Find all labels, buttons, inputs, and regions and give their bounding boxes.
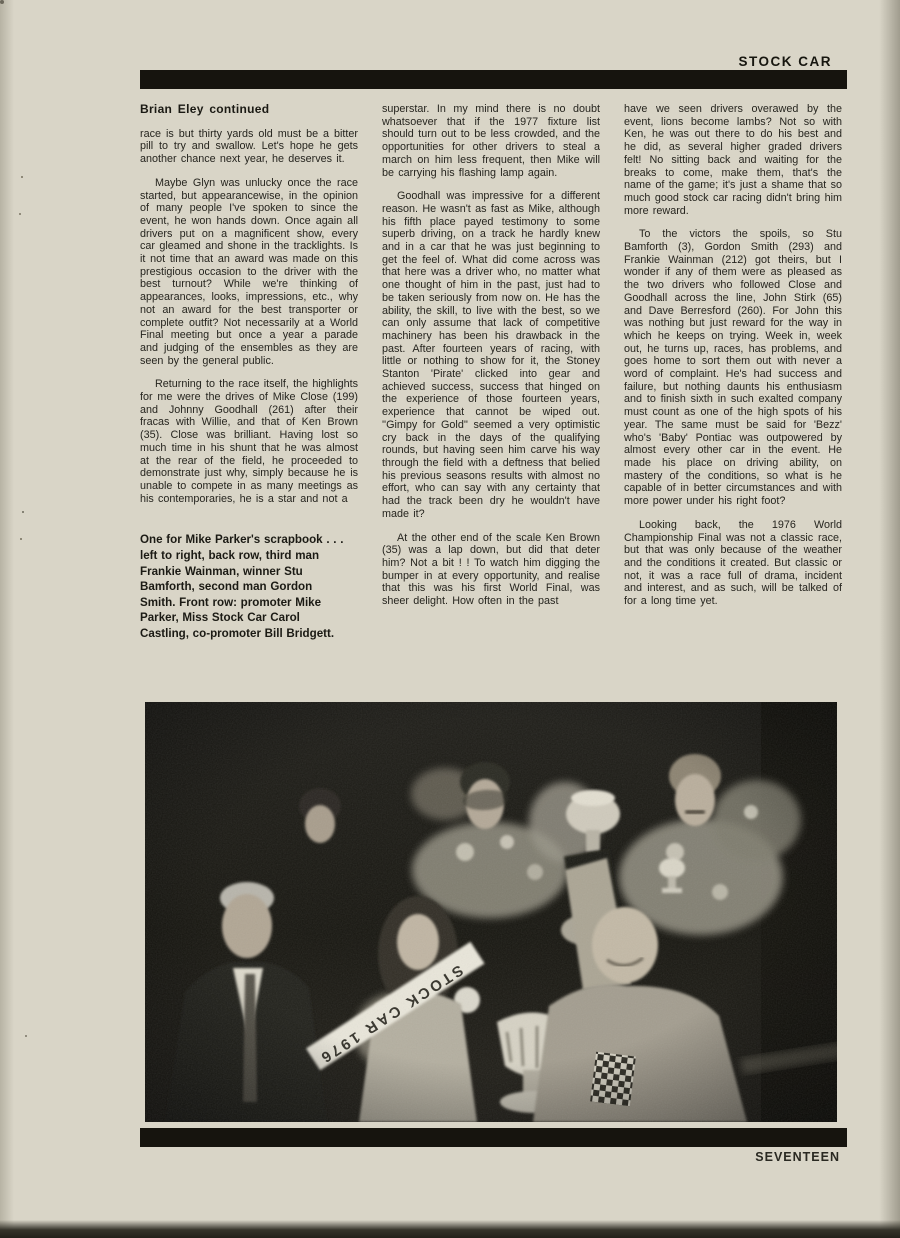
paragraph: At the other end of the scale Ken Brown (35) was a lap down, but did that deter him? Not a bit ! ! To watch him digging the bumper in at every opportunity, and realise that this was his first World Final, was sheer delight. How often in the past [382,531,600,608]
paragraph: Maybe Glyn was unlucky once the race started, but appearancewise, in the opinion of many people I've spoken to since the event, he won hands down. Once again all drivers put on a magnificent show, every car gleamed and shone in the tracklights. Is it not time that an award was made on this prestigious occasion to the driver with the best turnout? While we're thinking of appearances, looks, impressions, etc., why not an award for the best transporter or complete outfit? Not necessarily at a World Final meeting but once a year a parade and judging of the ensembles as they are seen by the general public. [140,176,358,367]
paragraph: superstar. In my mind there is no doubt whatsoever that if the 1977 fixture list should turn out to be less crowded, and the opportunities for other drivers to steal a march on him less frequent, then Mike will be carrying his flashing lamp again. [382,103,600,179]
article-body [140,103,842,642]
trophy-presentation-photo [145,702,837,1122]
article-column-1 [140,103,358,642]
magazine-title: STOCK CAR [738,54,832,69]
photo-caption: One for Mike Parker's scrapbook . . . left to right, back row, third man Frankie Wainman, winner Stu Bamforth, second man Gordon Smith. Front row: promoter Mike Parker, Miss Stock Car Carol Castling, co-promoter Bill Bridgett. [140,533,344,640]
photo-grain [145,702,837,1122]
paragraph: Returning to the race itself, the highlights for me were the drives of Mike Close (199) and Johnny Goodhall (261) after their fracas with Willie, and that of Ken Brown (35). Close was brilliant. Having lost so much time in his shunt that he was almost at the rear of the field, he proceeded to demonstrate just why, simply because he is unable to compete in as many meetings as his contemporaries, he is a star and not a [140,378,358,505]
paragraph: Looking back, the 1976 World Championship Final was not a classic race, but that was only because of the weather and the conditions it created. But classic or not, it was a race full of drama, incident and interest, and as such, will be talked of for a long time yet. [624,518,842,608]
paragraph: race is but thirty yards old must be a bitter pill to try and swallow. Let's hope he gets another chance next year, he deserves it. [140,127,358,166]
continued-heading: Brian Eley continued [140,102,270,116]
paragraph: have we seen drivers overawed by the event, lions become lambs? Not so with Ken, he was out there to do his best and he did, as several higher graded drivers felt! No sitting back and waiting for the breaks to come, make them, that's the name of the game; it's just a shame that so much good stock car racing didn't bring him more reward. [624,103,842,217]
scan-edge-right [874,0,900,1238]
article-column-2 [382,103,600,642]
scan-edge-left [0,0,14,1238]
bottom-rule-bar [140,1128,847,1147]
page-number: SEVENTEEN [755,1150,840,1164]
top-rule-bar [140,70,847,89]
article-column-3 [624,103,842,642]
scan-specks [0,0,4,4]
photo-illustration [145,702,837,1122]
scan-edge-bottom [0,1220,900,1238]
paragraph: To the victors the spoils, so Stu Bamforth (3), Gordon Smith (293) and Frankie Wainman (212) got theirs, but I wonder if any of them were as pleased as the two drivers who followed Close and Goodhall across the line, John Stirk (65) and Dave Berresford (260). For John this was nothing but just reward for the way in which he keeps on trying. Week in, week out, he turns up, races, has problems, and goes home to sort them out with never a word of complaint. He's had success and failure, but nothing daunts his enthusiasm and to finish sixth in such exalted company must count as one of the high spots of his year. The same must be said for 'Bezz' who's 'Baby' Pontiac was outpowered by almost every other car in the event. He made his place on driving ability, on mastery of the conditions, so what is he capable of in better circumstances and with more power under his right foot? [624,228,842,508]
paragraph: Goodhall was impressive for a different reason. He wasn't as fast as Mike, although his fifth place payed testimony to some superb driving, on a track he hardly knew and in a car that he was just beginning to get the feel of. What did come across was that here was a driver who, no matter what one thought of him in the past, just had to be taken seriously from now on. He has the ability, the skill, to live with the best, so we can only assume that lack of competitive machinery has been his drawback in the past. After fourteen years of racing, with little or nothing to show for it, the Stoney Stanton 'Pirate' clicked into gear and achieved success, success that hinged on the experience of those fourteen years, experience that cannot be wiped out. ''Gimpy for Gold'' seemed a very optimistic cry back in the days of the qualifying rounds, but having seen him carve his way through the field with a deftness that belied his previous seasons results with almost no effort, who can say with any certainty that had the track been dry he wouldn't have made it? [382,190,600,520]
